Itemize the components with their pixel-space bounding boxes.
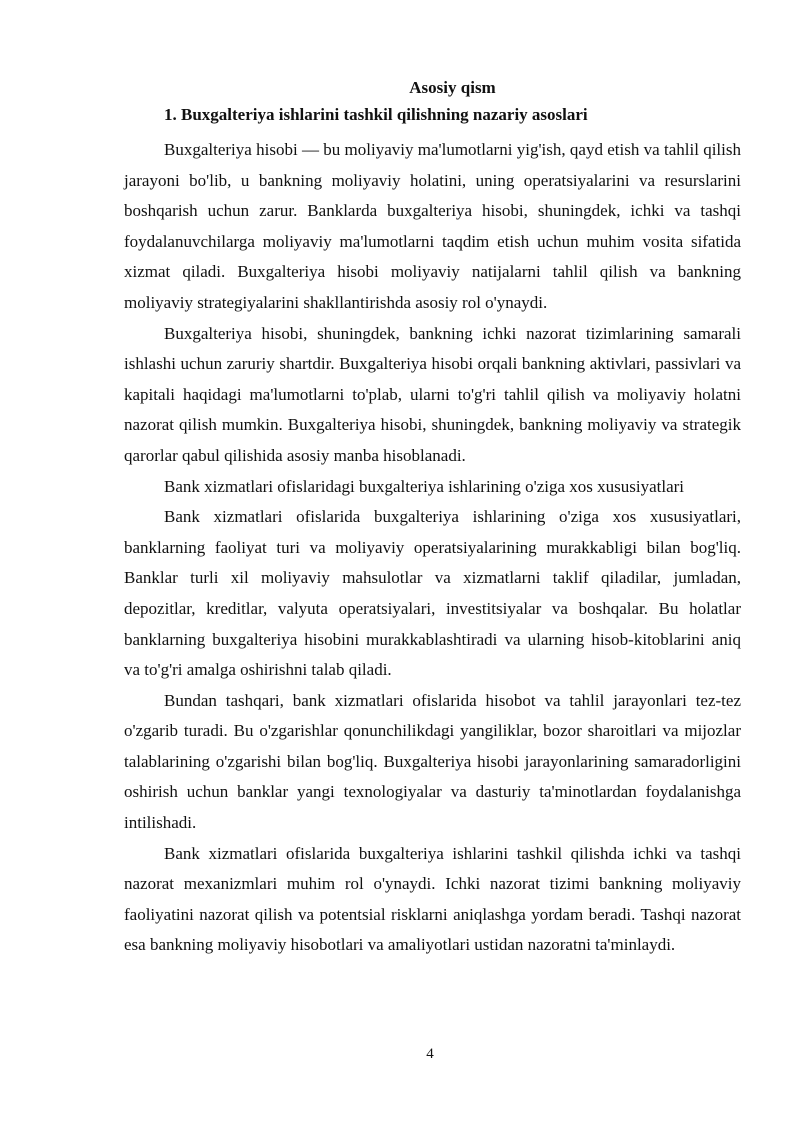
document-page [124, 75, 741, 961]
subheading-paragraph: Bank xizmatlari ofislaridagi buxgalteriya ishlarining o'ziga xos xususiyatlari [164, 476, 685, 496]
paragraph-4: Bundan tashqari, bank xizmatlari ofislarida hisobot va tahlil jarayonlari tez-tez o'zgarib turadi. Bu o'zgarishlar qonunchilikdagi yangiliklar, bozor sharoitlari va mijozlar talablarining o'zgarishi bilan bog'liq. Buxgalteriya hisobi jarayonlarining samaradorligini oshirish uchun banklar yangi texnologiyalar va dasturiy ta'minotlardan foydalanishga intilishadi. [124, 690, 741, 833]
paragraph-5: Bank xizmatlari ofislarida buxgalteriya ishlarini tashkil qilishda ichki va tashqi nazorat mexanizmlari muhim rol o'ynaydi. Ichki nazorat tizimi bankning moliyaviy faoliyatini nazorat qilish va potentsial risklarni aniqlashga yordam beradi. Tashqi nazorat esa bankning moliyaviy hisobotlari va amaliyotlari ustidan nazoratni ta'minlaydi. [124, 843, 741, 955]
paragraph-3: Bank xizmatlari ofislarida buxgalteriya ishlarining o'ziga xos xususiyatlari, banklarning faoliyat turi va moliyaviy operatsiyalarining murakkabligi bilan bog'liq. Banklar turli xil moliyaviy mahsulotlar va xizmatlarni taklif qiladilar, jumladan, depozitlar, kreditlar, valyuta operatsiyalari, investitsiyalar va boshqalar. Bu holatlar banklarning buxgalteriya hisobini murakkablashtiradi va ularning hisob-kitoblarini aniq va to'g'ri amalga oshirishni talab qiladi. [124, 507, 741, 680]
paragraph-1: Buxgalteriya hisobi — bu moliyaviy ma'lumotlarni yig'ish, qayd etish va tahlil qilish jarayoni bo'lib, u bankning moliyaviy holatini, uning operatsiyalarini va resurslarini boshqarish uchun zarur. Banklarda buxgalteriya hisobi, shuningdek, ichki va tashqi foydalanuvchilarga moliyaviy ma'lumotlarni taqdim etish uchun muhim vosita sifatida xizmat qiladi. Buxgalteriya hisobi moliyaviy natijalarni tahlil qilish va bankning moliyaviy strategiyalarini shakllantirishda asosiy rol o'ynaydi. [124, 140, 741, 312]
page-number: 4 [426, 1046, 434, 1062]
paragraph-2: Buxgalteriya hisobi, shuningdek, bankning ichki nazorat tizimlarining samarali ishlashi uchun zaruriy shartdir. Buxgalteriya hisobi orqali bankning aktivlari, passivlari va kapitali haqidagi ma'lumotlarni to'plab, ularni to'g'ri tahlil qilish va moliyaviy holatni nazorat qilish mumkin. Buxgalteriya hisobi, shuningdek, bankning moliyaviy va strategik qarorlar qabul qilishida asosiy manba hisoblanadi. [124, 323, 741, 465]
section-heading: 1. Buxgalteriya ishlarini tashkil qilishning nazariy asoslari [164, 105, 588, 124]
document-title: Asosiy qism [409, 78, 496, 97]
